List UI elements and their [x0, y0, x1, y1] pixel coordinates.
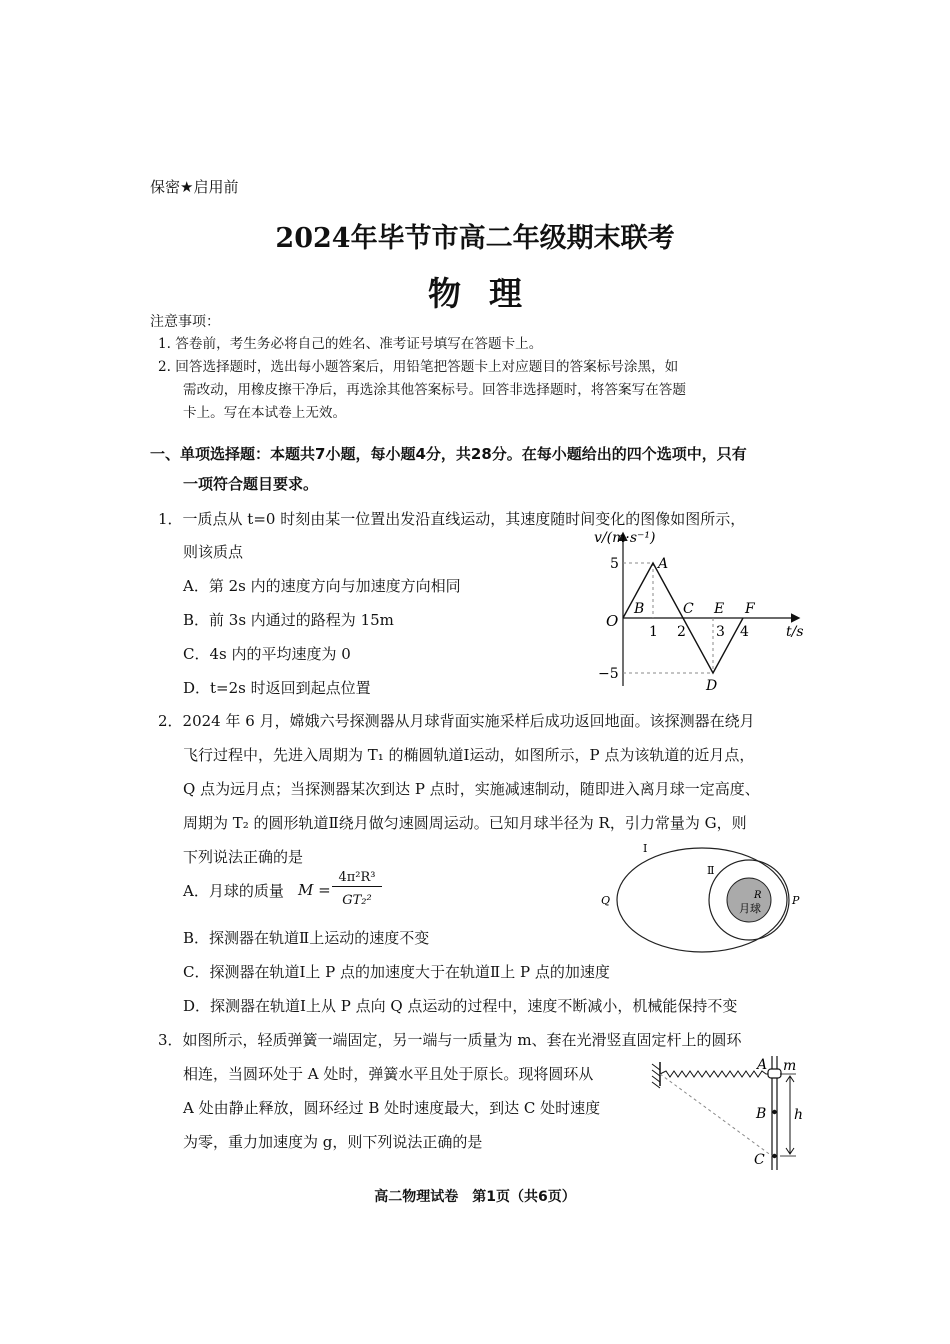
ring: [768, 1069, 781, 1078]
height-label: h: [794, 1107, 804, 1123]
formula-lhs: M =: [298, 881, 331, 899]
point-a-label: A: [757, 1057, 768, 1073]
point-p: P: [792, 894, 800, 907]
point-f: F: [745, 601, 755, 617]
q1-option-d: D．t=2s 时返回到起点位置: [183, 679, 371, 697]
q3-stem-4: 为零，重力加速度为 g，则下列说法正确的是: [183, 1133, 483, 1151]
q3-stem-1: 3．如图所示，轻质弹簧一端固定，另一端与一质量为 m、套在光滑竖直固定杆上的圆环: [158, 1031, 742, 1049]
notice-item-2-end: 卡上。写在本试卷上无效。: [183, 405, 347, 421]
orbit-diagram: [595, 838, 810, 956]
spring-diagram: [648, 1052, 808, 1176]
q1-option-a: A．第 2s 内的速度方向与加速度方向相同: [183, 577, 461, 595]
xtick-2: 2: [677, 624, 686, 640]
xtick-1: 1: [649, 624, 658, 640]
point-b: B: [634, 601, 645, 617]
point-q: Q: [601, 894, 611, 907]
ytick-5: 5: [610, 556, 619, 572]
q2-option-c: C．探测器在轨道Ⅰ上 P 点的加速度大于在轨道Ⅱ上 P 点的加速度: [183, 963, 610, 981]
ytick-neg5: −5: [598, 666, 619, 682]
xtick-4: 4: [740, 624, 749, 640]
xtick-3: 3: [716, 624, 725, 640]
notice-item-2-cont: 需改动，用橡皮擦干净后，再选涂其他答案标号。回答非选择题时，将答案写在答题: [183, 382, 686, 398]
formula-denominator: GT₂²: [342, 893, 372, 908]
q1-stem: 1．一质点从 t=0 时刻由某一位置出发沿直线运动，其速度随时间变化的图像如图所示，: [158, 510, 746, 528]
notice-item-1: 1. 答卷前，考生务必将自己的姓名、准考证号填写在答题卡上。: [158, 336, 543, 352]
q3-stem-2: 相连，当圆环处于 A 处时，弹簧水平且处于原长。现将圆环从: [183, 1065, 594, 1083]
q2-stem-1: 2．2024 年 6 月，嫦娥六号探测器从月球背面实施采样后成功返回地面。该探测器在绕月: [158, 712, 755, 730]
formula-numerator: 4π²R³: [332, 870, 382, 887]
moon-label: 月球: [739, 902, 761, 915]
origin-label: O: [606, 612, 619, 630]
point-c: C: [683, 601, 694, 617]
q1-option-b: B．前 3s 内通过的路程为 15m: [183, 611, 394, 629]
section-heading: 一、单项选择题：本题共7小题，每小题4分，共28分。在每小题给出的四个选项中，只有: [150, 445, 747, 463]
q2-stem-5: 下列说法正确的是: [183, 848, 304, 866]
page-footer: 高二物理试卷 第1页（共6页）: [374, 1189, 576, 1205]
vt-graph: [590, 526, 810, 696]
orbit-1-label: Ⅰ: [643, 842, 648, 855]
orbit-2-label: Ⅱ: [707, 864, 715, 877]
q2-option-d: D．探测器在轨道Ⅰ上从 P 点向 Q 点运动的过程中，速度不断减小，机械能保持不变: [183, 997, 738, 1015]
v-axis-label: v/(m·s⁻¹): [594, 530, 656, 546]
q2-option-a: A．月球的质量: [183, 882, 284, 900]
q3-stem-3: A 处由静止释放，圆环经过 B 处时速度最大，到达 C 处时速度: [183, 1099, 601, 1117]
point-d: D: [706, 678, 718, 694]
t-axis-label: t/s: [786, 624, 804, 640]
point-b-label: B: [756, 1106, 767, 1122]
exam-title: 2024年毕节市高二年级期末联考: [275, 223, 675, 254]
q1-option-c: C．4s 内的平均速度为 0: [183, 645, 351, 663]
notice-item-2: 2. 回答选择题时，选出每小题答案后，用铅笔把答题卡上对应题目的答案标号涂黑，如: [158, 359, 679, 375]
spring: [660, 1071, 772, 1077]
point-c-label: C: [754, 1152, 765, 1168]
q2-option-b: B．探测器在轨道Ⅱ上运动的速度不变: [183, 929, 430, 947]
moon: [727, 878, 771, 922]
mass-label: m: [783, 1058, 797, 1074]
q2-stem-2: 飞行过程中，先进入周期为 T₁ 的椭圆轨道Ⅰ运动，如图所示，P 点为该轨道的近月点，: [183, 746, 755, 764]
q2-stem-3: Q 点为远月点；当探测器某次到达 P 点时，实施减速制动，随即进入离月球一定高度、: [183, 780, 760, 798]
point-e: E: [714, 601, 725, 617]
q1-stem-cont: 则该质点: [183, 543, 244, 561]
radius-label: R: [754, 890, 762, 901]
subject-title: 物理: [428, 274, 550, 313]
point-a: A: [658, 556, 669, 572]
q2-stem-4: 周期为 T₂ 的圆形轨道Ⅱ绕月做匀速圆周运动。已知月球半径为 R，引力常量为 G，则: [183, 814, 747, 832]
section-heading-cont: 一项符合题目要求。: [183, 475, 319, 493]
notice-heading: 注意事项：: [150, 314, 220, 330]
confidential-mark: 保密★启用前: [150, 178, 239, 196]
